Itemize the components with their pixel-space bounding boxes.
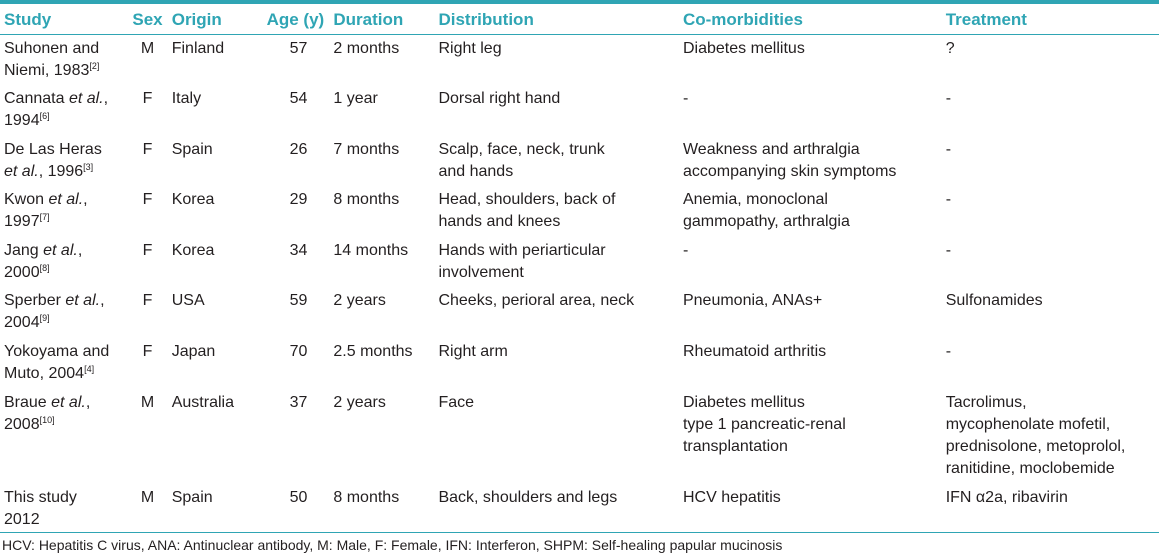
cell-study [0, 34, 127, 84]
study-etal: et al. [65, 292, 101, 309]
cell-duration: 8 months [333, 489, 400, 506]
cell-treatment: ? [945, 40, 955, 57]
cell-comorbidities: Weakness and arthralgia accompanying skin symptoms [682, 141, 897, 180]
header-origin: Origin [171, 10, 222, 29]
cell-distribution: Dorsal right hand [438, 90, 561, 107]
header-sex: Sex [132, 10, 163, 29]
reference-number: [4] [84, 364, 95, 374]
study-study-a: Jang [4, 242, 44, 259]
study-study-a: Sperber [4, 292, 66, 309]
study-etal: et al. [51, 394, 86, 411]
cell-age: 37 [289, 394, 308, 411]
study-study-b: 1994 [4, 112, 40, 129]
cell-age: 57 [289, 40, 308, 57]
study-study-b: Niemi, 1983 [4, 62, 90, 79]
cell-age: 50 [289, 489, 308, 506]
study-study-a: Cannata [4, 90, 69, 107]
reference-number: [10] [39, 415, 55, 425]
cell-comorbidities: Diabetes mellitus [682, 40, 805, 57]
cell-distribution: Scalp, face, neck, trunk and hands [438, 141, 605, 180]
cell-distribution: Face [438, 394, 475, 411]
table-row [0, 34, 1159, 84]
reference-number: [9] [39, 313, 50, 323]
cell-duration: 2 months [333, 40, 400, 57]
cell-study [0, 388, 127, 483]
cell-duration: 2 years [333, 292, 386, 309]
cell-age: 59 [289, 292, 308, 309]
table-row [0, 388, 1159, 483]
cell-age: 26 [289, 141, 308, 158]
header-age: Age (y) [266, 10, 325, 29]
header-study: Study [4, 10, 52, 29]
bottom-rule [0, 532, 1159, 533]
table-footnote: HCV: Hepatitis C virus, ANA: Antinuclear antibody, M: Male, F: Female, IFN: Interferon, SHPM: Self-healing papular mucinosis [2, 537, 783, 553]
study-study-b: 1997 [4, 213, 40, 230]
cell-sex: F [142, 343, 153, 360]
study-etal: et al. [4, 163, 39, 180]
cell-treatment: - [945, 343, 952, 360]
cell-sex: F [142, 242, 153, 259]
study-study-c: , [83, 191, 88, 208]
study-study-b: 2004 [4, 314, 40, 331]
header-row [0, 6, 1159, 34]
cell-origin: USA [171, 292, 205, 309]
cell-comorbidities: HCV hepatitis [682, 489, 781, 506]
study-study-c: , [77, 242, 83, 259]
reference-number: [6] [39, 111, 50, 121]
cell-comorbidities: - [682, 90, 689, 107]
cell-origin: Finland [171, 40, 225, 57]
cell-treatment: Sulfonamides [945, 292, 1043, 309]
cell-duration: 7 months [333, 141, 400, 158]
header-comorbidities: Co-morbidities [682, 10, 803, 29]
cell-origin: Italy [171, 90, 202, 107]
cell-treatment: - [945, 141, 952, 158]
cell-duration: 1 year [333, 90, 378, 107]
reference-number: [8] [39, 263, 50, 273]
cell-duration: 8 months [333, 191, 400, 208]
study-study-b: 2008 [4, 416, 40, 433]
header-distribution: Distribution [438, 10, 534, 29]
study-study-b: , 1996 [38, 163, 84, 180]
cell-origin: Korea [171, 191, 215, 208]
study-study-c: , [100, 292, 105, 309]
cell-duration: 14 months [333, 242, 409, 259]
cell-treatment: - [945, 90, 952, 107]
cell-origin: Spain [171, 489, 213, 506]
study-study-c: , [103, 90, 109, 107]
cell-comorbidities: Diabetes mellitus type 1 pancreatic-renal transplantation [682, 394, 846, 455]
cell-duration: 2.5 months [333, 343, 413, 360]
cell-sex: M [140, 40, 155, 57]
cell-study [0, 337, 127, 388]
cell-distribution: Hands with periarticular involvement [438, 242, 606, 281]
study-etal: et al. [48, 191, 84, 208]
cell-sex: M [140, 394, 155, 411]
cell-distribution: Back, shoulders and legs [438, 489, 618, 506]
study-study-b: 2000 [4, 264, 40, 281]
study-study-a: Yokoyama and [4, 343, 110, 360]
cell-duration: 2 years [333, 394, 386, 411]
cell-age: 34 [289, 242, 308, 259]
cell-age: 29 [289, 191, 308, 208]
cell-origin: Australia [171, 394, 234, 411]
cell-treatment: - [945, 242, 952, 259]
cell-study [0, 483, 127, 531]
table-row [0, 286, 1159, 337]
cell-treatment: IFN α2a, ribavirin [945, 489, 1068, 506]
table-row [0, 236, 1159, 286]
cell-comorbidities: Pneumonia, ANAs+ [682, 292, 823, 309]
study-study-b: Muto, 2004 [4, 365, 85, 382]
cell-origin: Spain [171, 141, 213, 158]
study-etal: et al. [43, 242, 78, 259]
cell-sex: F [142, 292, 153, 309]
table-row [0, 483, 1159, 531]
cell-distribution: Cheeks, perioral area, neck [438, 292, 635, 309]
cell-origin: Korea [171, 242, 215, 259]
study-etal: et al. [68, 90, 104, 107]
cell-study [0, 236, 127, 286]
table-body [0, 34, 1159, 531]
reference-number: [3] [83, 162, 94, 172]
table-row [0, 185, 1159, 236]
top-rule [0, 0, 1159, 4]
cell-comorbidities: - [682, 242, 689, 259]
cell-study [0, 84, 127, 135]
case-table [0, 6, 1159, 531]
study-study-a: Suhonen and [4, 40, 100, 57]
study-study-a: Braue [4, 394, 52, 411]
cell-study [0, 185, 127, 236]
study-study-a: This study [4, 489, 77, 506]
cell-distribution: Head, shoulders, back of hands and knees [438, 191, 616, 230]
cell-treatment: - [945, 191, 952, 208]
study-study-c: , [85, 394, 91, 411]
cell-study [0, 286, 127, 337]
cell-comorbidities: Anemia, monoclonal gammopathy, arthralgia [682, 191, 850, 230]
cell-age: 54 [289, 90, 308, 107]
cell-treatment: Tacrolimus, mycophenolate mofetil, prednisolone, metoprolol, ranitidine, moclobemide [945, 394, 1126, 477]
reference-number: [2] [89, 61, 100, 71]
cell-age: 70 [289, 343, 308, 360]
table-row [0, 84, 1159, 135]
header-treatment: Treatment [945, 10, 1027, 29]
cell-sex: F [142, 141, 153, 158]
study-study-a: Kwon [4, 191, 49, 208]
cell-sex: M [140, 489, 155, 506]
study-study-a: De Las Heras [4, 141, 102, 158]
cell-distribution: Right leg [438, 40, 502, 57]
reference-number: [7] [39, 212, 50, 222]
cell-study [0, 135, 127, 185]
cell-origin: Japan [171, 343, 216, 360]
table-row [0, 337, 1159, 388]
cell-sex: F [142, 191, 153, 208]
header-duration: Duration [333, 10, 404, 29]
cell-sex: F [142, 90, 153, 107]
table-row [0, 135, 1159, 185]
study-study-b: 2012 [4, 511, 40, 528]
cell-distribution: Right arm [438, 343, 508, 360]
cell-comorbidities: Rheumatoid arthritis [682, 343, 827, 360]
